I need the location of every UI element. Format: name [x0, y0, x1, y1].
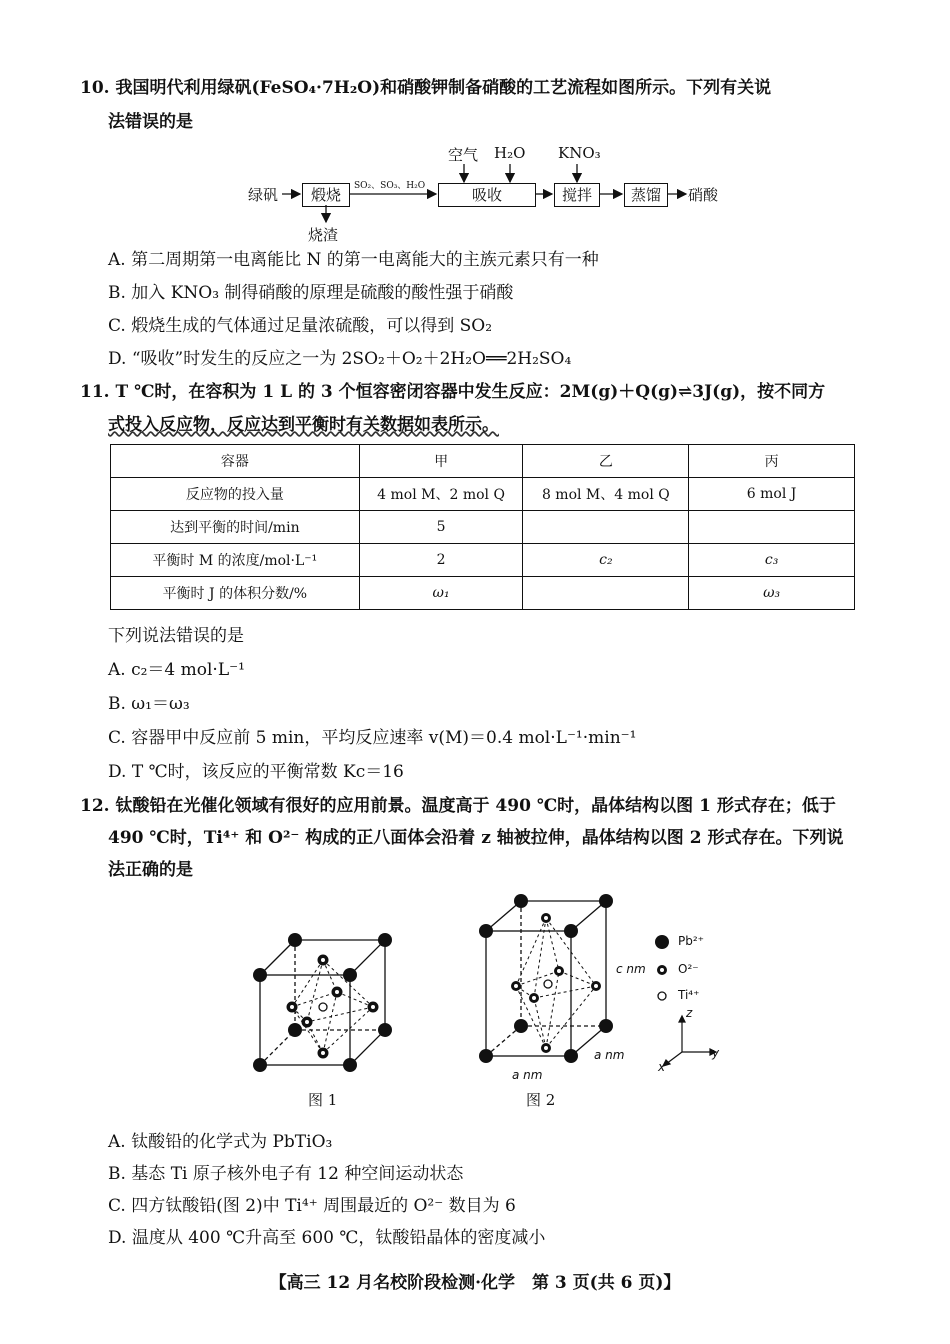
- q12-option-c: C. 四方钛酸铅(图 2)中 Ti⁴⁺ 周围最近的 O²⁻ 数目为 6: [108, 1196, 516, 1216]
- fig2-a-dimension-bottom: a nm: [512, 1068, 543, 1082]
- table-cell: ω₃: [689, 577, 855, 610]
- table-header: 乙: [523, 445, 689, 478]
- flow-water-label: H₂O: [494, 144, 526, 162]
- flow-input-label: 绿矾: [248, 186, 279, 204]
- table-header: 丙: [689, 445, 855, 478]
- table-cell: c₃: [689, 544, 855, 577]
- q11-option-c: C. 容器甲中反应前 5 min，平均反应速率 v(M)＝0.4 mol·L⁻¹·min⁻¹: [108, 728, 637, 748]
- table-cell: 达到平衡的时间/min: [111, 511, 360, 544]
- q10-option-a: A. 第二周期第一电离能比 N 的第一电离能大的主族元素只有一种: [108, 250, 599, 270]
- table-header: 容器: [111, 445, 360, 478]
- table-cell: 平衡时 J 的体积分数/%: [111, 577, 360, 610]
- table-cell: 平衡时 M 的浓度/mol·L⁻¹: [111, 544, 360, 577]
- flow-step-distill: 蒸馏: [624, 183, 668, 207]
- q11-data-table: [110, 444, 855, 610]
- pb-ion-icon: [655, 935, 669, 949]
- table-row: [111, 577, 855, 610]
- figure-1-caption: 图 1: [308, 1091, 338, 1109]
- q10-option-b: B. 加入 KNO₃ 制得硝酸的原理是硫酸的酸性强于硝酸: [108, 283, 514, 303]
- table-row: [111, 478, 855, 511]
- table-cell: 6 mol J: [689, 478, 855, 511]
- table-cell: [523, 511, 689, 544]
- axis-y-label: y: [712, 1046, 720, 1060]
- table-cell: [689, 511, 855, 544]
- fig2-c-dimension: c nm: [616, 962, 646, 976]
- table-cell: ω₁: [359, 577, 523, 610]
- q12-stem-line1: 12. 钛酸铅在光催化领域有很好的应用前景。温度高于 490 ℃时，晶体结构以图 1 形式存在；低于: [80, 796, 836, 816]
- q11-prompt: 下列说法错误的是: [108, 626, 244, 646]
- legend-markers: [650, 930, 674, 1010]
- table-cell: 4 mol M、2 mol Q: [359, 478, 523, 511]
- q11-option-a: A. c₂＝4 mol·L⁻¹: [108, 660, 245, 680]
- q11-option-b: B. ω₁＝ω₃: [108, 694, 190, 714]
- q10-flow-diagram: [240, 142, 740, 252]
- table-cell: 8 mol M、4 mol Q: [523, 478, 689, 511]
- flow-step-calcine: 煅烧: [302, 183, 350, 207]
- q11-option-d: D. T ℃时，该反应的平衡常数 Kc＝16: [108, 762, 404, 782]
- table-header-row: [111, 445, 855, 478]
- legend-ti: Ti⁴⁺: [678, 988, 700, 1002]
- q11-stem-line1: 11. T ℃时，在容积为 1 L 的 3 个恒容密闭容器中发生反应：2M(g)＋Q(g)⇌3J(g)，按不同方: [80, 382, 826, 402]
- table-cell: 5: [359, 511, 523, 544]
- figure-2-caption: 图 2: [526, 1091, 556, 1109]
- q12-option-a: A. 钛酸铅的化学式为 PbTiO₃: [108, 1132, 333, 1152]
- q10-option-d: D. “吸收”时发生的反应之一为 2SO₂＋O₂＋2H₂O══2H₂SO₄: [108, 349, 572, 369]
- ti-ion-icon: [658, 992, 666, 1000]
- q12-option-b: B. 基态 Ti 原子核外电子有 12 种空间运动状态: [108, 1164, 464, 1184]
- flow-residue-label: 烧渣: [308, 226, 339, 244]
- legend-pb: Pb²⁺: [678, 934, 704, 948]
- q12-stem-line2: 490 ℃时，Ti⁴⁺ 和 O²⁻ 构成的正八面体会沿着 z 轴被拉伸，晶体结构以图 2 形式存在。下列说: [108, 828, 844, 848]
- q10-option-c: C. 煅烧生成的气体通过足量浓硫酸，可以得到 SO₂: [108, 316, 493, 336]
- table-row: [111, 511, 855, 544]
- legend-o: O²⁻: [678, 962, 699, 976]
- figure-1-crystal: [240, 920, 400, 1080]
- flow-step-absorb: 吸收: [438, 183, 536, 207]
- q10-stem-line1: 10. 我国明代利用绿矾(FeSO₄·7H₂O)和硝酸钾制备硝酸的工艺流程如图所示。下列有关说: [80, 78, 772, 98]
- table-cell: 2: [359, 544, 523, 577]
- q10-stem-line2: 法错误的是: [108, 112, 193, 132]
- flow-kno3-label: KNO₃: [558, 144, 601, 162]
- flow-air-label: 空气: [448, 146, 479, 164]
- q12-stem-line3: 法正确的是: [108, 860, 193, 880]
- flow-output-label: 硝酸: [688, 186, 719, 204]
- table-row: [111, 544, 855, 577]
- flow-step-stir: 搅拌: [554, 183, 600, 207]
- table-cell: c₂: [523, 544, 689, 577]
- fig2-a-dimension-right: a nm: [594, 1048, 625, 1062]
- table-cell: [523, 577, 689, 610]
- q12-option-d: D. 温度从 400 ℃升高至 600 ℃，钛酸铅晶体的密度减小: [108, 1228, 546, 1248]
- axis-z-label: z: [686, 1006, 693, 1020]
- q11-stem-line2: 式投入反应物，反应达到平衡时有关数据如表所示。: [108, 415, 499, 435]
- table-header: 甲: [359, 445, 523, 478]
- flow-gas-label: SO₂、SO₃、H₂O: [354, 181, 426, 191]
- page-footer: 【高三 12 月名校阶段检测·化学 第 3 页(共 6 页)】: [269, 1273, 681, 1293]
- table-cell: 反应物的投入量: [111, 478, 360, 511]
- axis-x-label: x: [658, 1060, 666, 1074]
